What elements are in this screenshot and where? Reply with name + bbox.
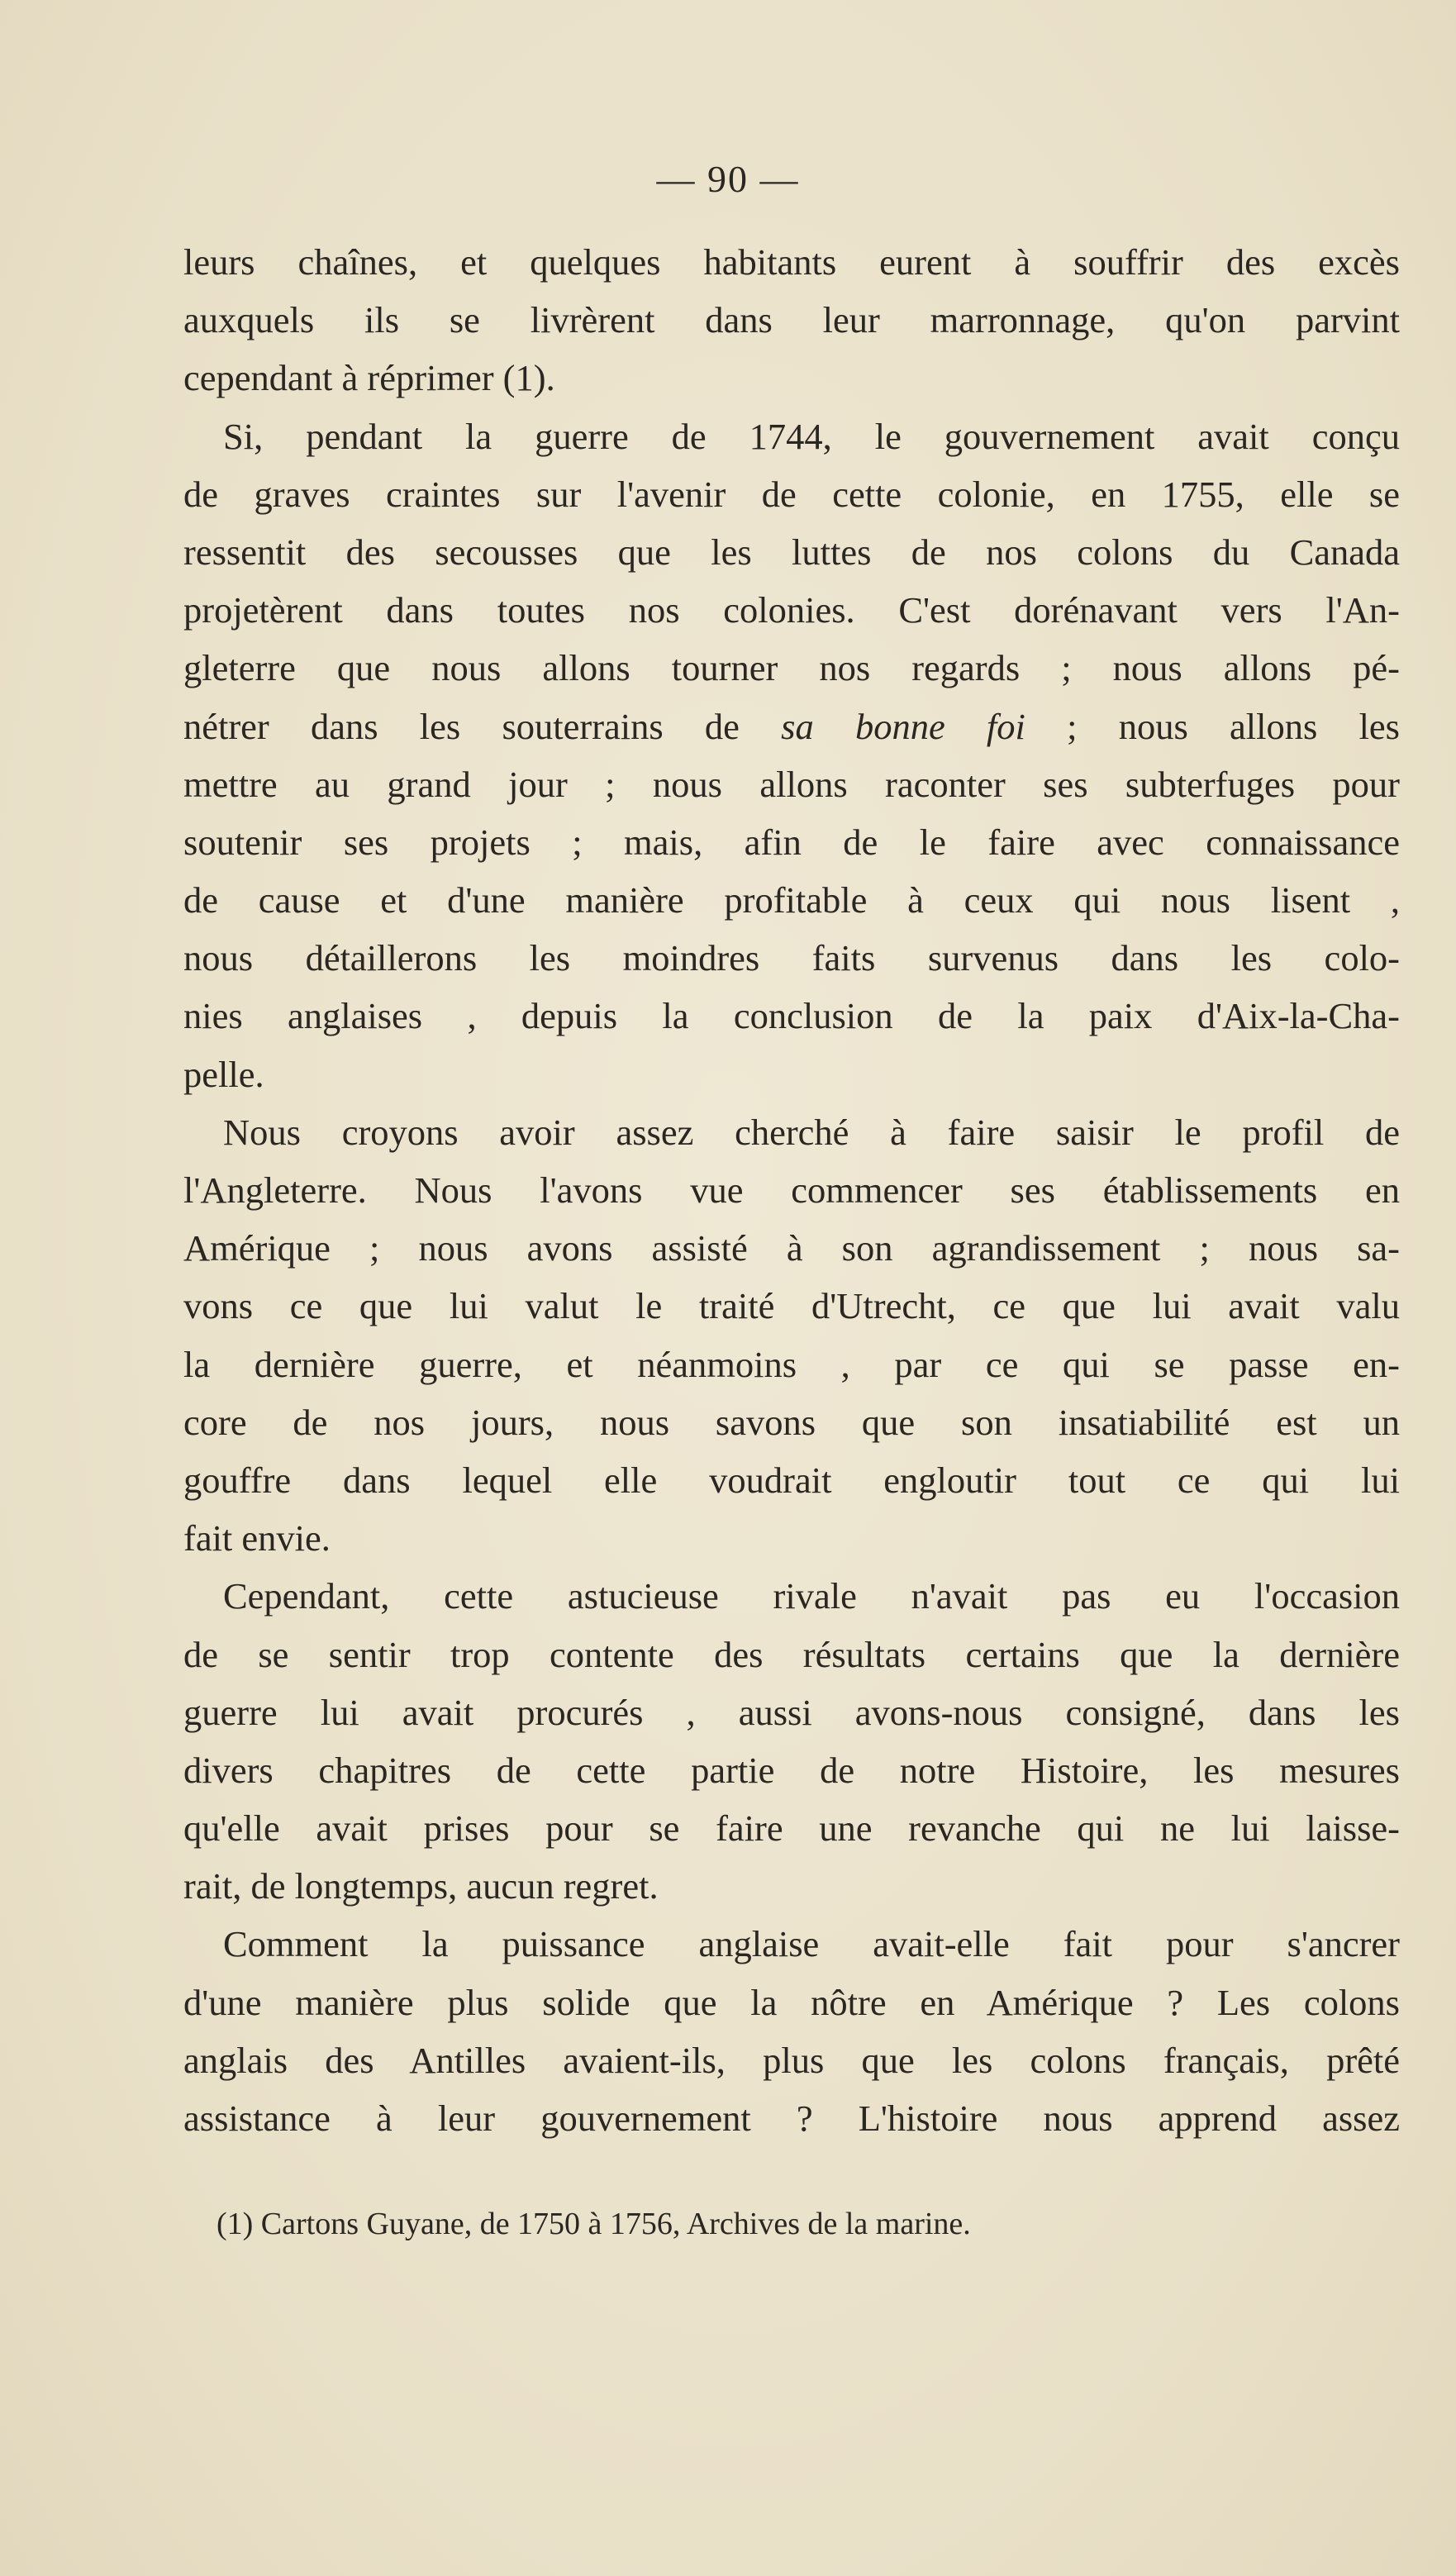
text-line: guerre lui avait procurés , aussi avons-nous consigné, dans les [183, 1691, 1400, 1733]
text-line: ressentit des secousses que les luttes de nos colons du Canada [183, 531, 1400, 573]
text-line: mettre au grand jour ; nous allons raconter ses subterfuges pour [183, 763, 1400, 805]
text-line: auxquels ils se livrèrent dans leur marronnage, qu'on parvint [183, 299, 1400, 341]
text-line: Comment la puissance anglaise avait-elle fait pour s'ancrer [223, 1923, 1400, 1965]
italic-phrase: sa bonne foi [781, 705, 1025, 747]
text-line: fait envie. [183, 1517, 331, 1559]
text-line: de graves craintes sur l'avenir de cette colonie, en 1755, elle se [183, 473, 1400, 515]
text-line: core de nos jours, nous savons que son insatiabilité est un [183, 1401, 1400, 1443]
text-line: pelle. [183, 1053, 264, 1095]
text-line: d'une manière plus solide que la nôtre en Amérique ? Les colons [183, 1981, 1400, 2023]
text-line: nous détaillerons les moindres faits survenus dans les colo- [183, 937, 1400, 979]
text-segment: ; nous allons les [1025, 705, 1400, 747]
text-line: de se sentir trop contente des résultats certains que la dernière [183, 1633, 1400, 1675]
text-line: l'Angleterre. Nous l'avons vue commencer ses établissements en [183, 1169, 1400, 1211]
text-line: Si, pendant la guerre de 1744, le gouvernement avait conçu [223, 415, 1400, 457]
text-line: anglais des Antilles avaient-ils, plus que les colons français, prêté [183, 2039, 1400, 2081]
body-text [183, 233, 1400, 2147]
text-line: assistance à leur gouvernement ? L'histoire nous apprend assez [183, 2097, 1400, 2139]
text-line: vons ce que lui valut le traité d'Utrecht, ce que lui avait valu [183, 1285, 1400, 1327]
text-line: gleterre que nous allons tourner nos regards ; nous allons pé- [183, 647, 1400, 689]
text-line: de cause et d'une manière profitable à ceux qui nous lisent , [183, 879, 1400, 921]
text-line: nies anglaises , depuis la conclusion de la paix d'Aix-la-Cha- [183, 995, 1400, 1037]
text-line: projetèrent dans toutes nos colonies. C'est dorénavant vers l'An- [183, 589, 1400, 631]
text-line: qu'elle avait prises pour se faire une revanche qui ne lui laisse- [183, 1807, 1400, 1850]
text-line: Cependant, cette astucieuse rivale n'avait pas eu l'occasion [223, 1575, 1400, 1617]
page-number: — 90 — [656, 158, 800, 200]
footnote: (1) Cartons Guyane, de 1750 à 1756, Archives de la marine. [216, 2207, 971, 2241]
text-line: gouffre dans lequel elle voudrait engloutir tout ce qui lui [183, 1459, 1400, 1501]
text-line: la dernière guerre, et néanmoins , par ce qui se passe en- [183, 1343, 1400, 1385]
text-segment: nétrer dans les souterrains de [183, 705, 782, 747]
text-line: leurs chaînes, et quelques habitants eurent à souffrir des excès [183, 241, 1400, 283]
text-line: Amérique ; nous avons assisté à son agrandissement ; nous sa- [183, 1227, 1400, 1269]
text-line: divers chapitres de cette partie de notre Histoire, les mesures [183, 1749, 1400, 1791]
text-line: cependant à réprimer (1). [183, 357, 555, 399]
text-line: Nous croyons avoir assez cherché à faire saisir le profil de [223, 1111, 1400, 1153]
text-line: soutenir ses projets ; mais, afin de le faire avec connaissance [183, 821, 1400, 863]
text-line: rait, de longtemps, aucun regret. [183, 1865, 659, 1907]
text-line [183, 698, 1400, 755]
